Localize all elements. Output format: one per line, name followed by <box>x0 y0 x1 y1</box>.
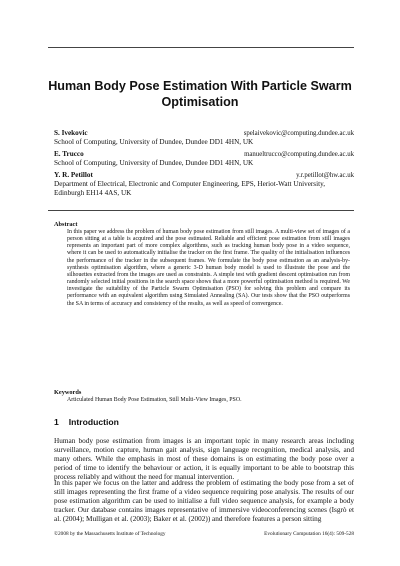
journal-citation: Evolutionary Computation 16(4): 509-528 <box>264 531 354 537</box>
keywords-heading: Keywords <box>54 389 82 396</box>
author-block-2 <box>54 150 354 168</box>
abstract-rule <box>48 210 354 211</box>
abstract-text: In this paper we address the problem of human body pose estimation from still images. A multi-view set of images of a person sitting at a table is acquired and the pose estimated. Reliable and efficient pose estimation from still images represents an important part of more complex algorithms, such as tracking human body pose in a video sequence, where it can be used to automatically initialise the tracker on the first frame. The quality of the initialisation influences the performance of the tracker in the subsequent frames. We formulate the body pose estimation as an analysis-by-synthesis optimisation algorithm, where a generic 3-D human body model is used to illustrate the pose and the silhouettes extracted from the images are used as constraints. A simple test with gradient descent optimisation run from randomly selected initial positions in the search space shows that a more powerful optimisation method is required. We investigate the suitability of the Particle Swarm Optimisation (PSO) for solving this problem and compare its performance with an equivalent algorithm using Simulated Annealing (SA). Our tests show that the PSO outperforms the SA in terms of accuracy and consistency of the results, as well as speed of convergence. <box>67 229 350 307</box>
page-footer <box>54 531 354 537</box>
top-rule <box>48 47 354 48</box>
section-number: 1 <box>54 417 59 427</box>
author-affiliation: School of Computing, University of Dundee, Dundee DD1 4HN, UK <box>54 159 254 167</box>
author-affiliation: Department of Electrical, Electronic and Computer Engineering, EPS, Heriot-Watt University, Edinburgh EH14 4AS, UK <box>54 180 325 197</box>
author-block-1 <box>54 129 354 147</box>
paper-title: Human Body Pose Estimation With Particle Swarm Optimisation <box>48 79 352 109</box>
body-paragraph-1: Human body pose estimation from images is an important topic in many research areas including surveillance, motion capture, human gait analysis, sign language recognition, medical analysis, and many others. While the emphasis in most of these domains is on estimating the body pose over a period of time to identify the behaviour or action, it is equally important to be able to bootstrap this process reliably and without the need for manual intervention. <box>54 437 354 482</box>
author-name: E. Trucco <box>54 150 84 158</box>
author-block-3 <box>54 171 354 198</box>
author-name: S. Ivekovic <box>54 129 88 137</box>
author-affiliation: School of Computing, University of Dundee, Dundee DD1 4HN, UK <box>54 138 254 146</box>
section-title: Introduction <box>68 417 119 427</box>
section-heading <box>54 417 119 427</box>
abstract-heading: Abstract <box>54 221 78 228</box>
keywords-text: Articulated Human Body Pose Estimation, Still Multi-View Images, PSO. <box>67 397 242 403</box>
author-name: Y. R. Petillot <box>54 171 93 179</box>
author-email[interactable]: manueltrucco@computing.dundee.ac.uk <box>244 151 354 158</box>
copyright-notice: ©2008 by the Massachusetts Institute of Technology <box>54 531 166 537</box>
author-email[interactable]: spelaivekovic@computing.dundee.ac.uk <box>243 130 354 137</box>
author-email[interactable]: y.r.petillot@hw.ac.uk <box>296 172 354 179</box>
body-paragraph-2: In this paper we focus on the latter and address the problem of estimating the body pose from a set of still images representing the first frame of a video sequence requiring pose analysis. The results of our pose estimation algorithm can be used to initialise a full video sequence analysis, for example a body tracker. Our database contains images representative of immersive videoconferencing scenes (Isgrò et al. (2004); Mulligan et al. (2003); Baker et al. (2002)) and therefore features a person sitting <box>54 479 354 524</box>
